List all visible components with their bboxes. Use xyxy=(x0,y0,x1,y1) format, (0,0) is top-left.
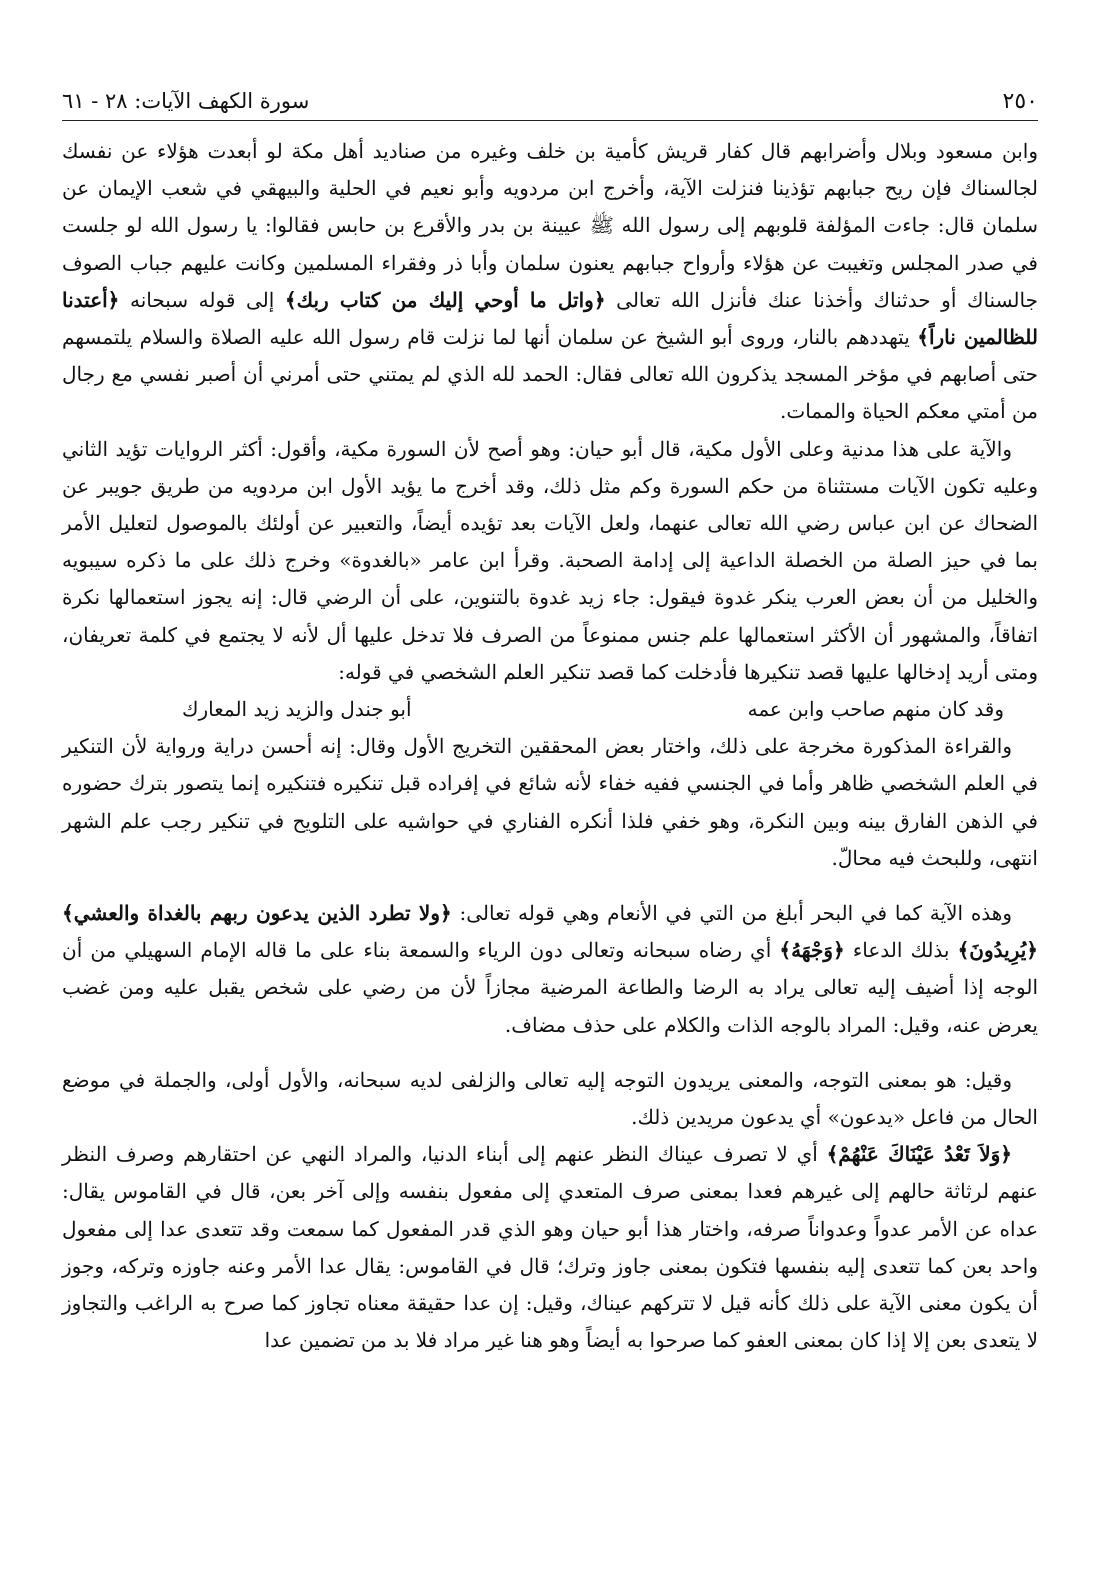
verse-first-hemistich: وقد كان منهم صاحب وابن عمه xyxy=(747,697,1004,722)
paragraph-4-end: أي رضاه سبحانه وتعالى دون الرياء والسمعة بناء على ما قاله الإمام السهيلي من أن الوجه إذا أضيف إليه تعالى يراد به الرضا والطاعة المرضية مجازاً لأن من رضي على شخص يقبل عليه ومن غضب يعرض عنه، وقيل: المراد بالوجه الذات والكلام على حذف مضاف. xyxy=(62,938,1038,1037)
verse-second-hemistich: أبو جندل والزيد زيد المعارك xyxy=(182,697,412,722)
paragraph-1-mid: إلى قوله سبحانه xyxy=(130,287,275,312)
paragraph-6-text: أي لا تصرف عيناك النظر عنهم إلى أبناء الدنيا، والمراد النهي عن احتقارهم وصرف النظر عنهم لرثاثة حالهم إلى غيرهم فعدا بمعنى صرف المتعدي إلى مفعول بنفسه وإلى آخر بعن، قال في القاموس يقال: عداه عن الأمر عدواً وعدواناً صرفه، واختار هذا أبو حيان وهو الذي قدر المفعول كما سمعت وقد تتعدى عدا إلى مفعول واحد بعن كما تتعدى إليه بنفسها فتكون بمعنى جاوز وترك؛ قال في القاموس: يقال عدا الأمر وعنه جاوزه وتركه، وجوز أن يكون معنى الآية على ذلك كأنه قيل لا تتركهم عيناك، وقيل: إن عدا حقيقة معناه تجاوز كما صرح به الراغب والتجاوز لا يتعدى بعن إلا إذا كان بمعنى العفو كما صرحوا به أيضاً وهو هنا غير مراد فلا بد من تضمين عدا xyxy=(62,1142,1038,1353)
paragraph-3 xyxy=(62,728,1038,877)
header-rule xyxy=(62,120,1038,121)
paragraph-4-start: وهذه الآية كما في البحر أبلغ من التي في الأنعام وهي قوله تعالى: xyxy=(459,901,1013,926)
paragraph-2-text: والآية على هذا مدنية وعلى الأول مكية، قال أبو حيان: وهو أصح لأن السورة مكية، وأقول: أكثر الروايات تؤيد الثاني وعليه تكون الآيات مستثناة من حكم السورة وكم مثل ذلك، وقد أخرج ما يؤيد الأول ابن مردويه من طريق جويبر عن الضحاك عن ابن عباس رضي الله تعالى عنهما، ولعل الآيات بعد تؤيده أيضاً، والتعبير عن أولئك بالموصول لتعليل الأمر بما في حيز الصلة من الخصلة الداعية إلى إدامة الصحبة. وقرأ ابن عامر «بالغدوة» وخرج ذلك على ما ذكره سيبويه والخليل من أن بعض العرب ينكر غدوة فيقول: جاء زيد غدوة بالتنوين، على أن الرضي قال: إنه يجوز استعمالها نكرة اتفاقاً، والمشهور أن الأكثر استعمالها علم جنس ممنوعاً من الصرف فلا تدخل عليها أل لأنه لا يجتمع في كلمة تعريفان، ومتى أريد إدخالها عليها قصد تنكيرها فأدخلت كما قصد تنكير العلم الشخصي في قوله: xyxy=(62,436,1038,684)
paragraph-5 xyxy=(62,1062,1038,1136)
paragraph-5-text: وقيل: هو بمعنى التوجه، والمعنى يريدون التوجه إليه تعالى والزلفى لديه سبحانه، والأول أولى، والجملة في موضع الحال من فاعل «يدعون» أي يدعون مريدين ذلك. xyxy=(62,1067,1038,1130)
running-header xyxy=(62,86,1038,118)
quran-quote: ﴿أعتدنا للظالمين ناراً﴾ xyxy=(62,287,1039,350)
page-body xyxy=(62,133,1038,1360)
quran-quote: ﴿واتل ما أوحي إليك من كتاب ربك﴾ xyxy=(284,287,606,312)
quran-quote: ﴿ولا تطرد الذين يدعون ربهم بالغداة والعشي﴾ xyxy=(62,901,452,926)
paragraph-1-text: وابن مسعود وبلال وأضرابهم قال كفار قريش كأمية بن خلف وغيره من صناديد أهل مكة لو أبعدت هؤلاء عن نفسك لجالسناك فإن ريح جبابهم تؤذينا فنزلت الآية، وأخرج ابن مردويه وأبو نعيم في الحلية والبيهقي في شعب الإيمان عن سلمان قال: جاءت المؤلفة قلوبهم إلى رسول الله ﷺ عيينة بن بدر والأقرع بن حابس فقالوا: يا رسول الله لو جلست في صدر المجلس وتغيبت عن هؤلاء وأرواح جبابهم يعنون سلمان وأبا ذر وفقراء المسلمين وكانت عليهم جباب الصوف جالسناك أو حدثناك وأخذنا عنك فأنزل الله تعالى xyxy=(62,139,1039,312)
paragraph-2 xyxy=(62,431,1038,691)
paragraph-4 xyxy=(62,895,1038,1044)
quran-quote: ﴿يُرِيدُونَ﴾ xyxy=(957,938,1039,963)
poetry-verse xyxy=(62,691,1038,728)
quran-quote: ﴿وَلاَ تَعْدُ عَيْنَاكَ عَنْهُمْ﴾ xyxy=(826,1142,1012,1167)
paragraph-6 xyxy=(62,1136,1038,1359)
page-number: ٢٥٠ xyxy=(1002,89,1038,114)
paragraph-1-end: يتهددهم بالنار، وروى أبو الشيخ عن سلمان أنها لما نزلت قام رسول الله عليه الصلاة والسلام يلتمسهم حتى أصابهم في مؤخر المسجد يذكرون الله تعالى فقال: الحمد لله الذي لم يمتني حتى أمرني أن أصبر نفسي مع رجال من أمتي معكم الحياة والممات. xyxy=(62,325,1038,424)
paragraph-4-mid: بذلك الدعاء xyxy=(852,938,950,963)
quran-quote: ﴿وَجْهَهُ﴾ xyxy=(779,938,845,963)
paragraph-3-text: والقراءة المذكورة مخرجة على ذلك، واختار بعض المحققين التخريج الأول وقال: إنه أحسن دراية ورواية لأن التنكير في العلم الشخصي ظاهر وأما في الجنسي ففيه خفاء لأنه شائع في إفراده قبل تنكيره فتنكيره إنما يتصور بترك حضوره في الذهن الفارق بينه وبين النكرة، وهو خفي فلذا أنكره الفناري في حواشيه على التلويح في تنكير رجب علم الشهر انتهى، وللبحث فيه محالّ. xyxy=(62,734,1038,870)
paragraph-1 xyxy=(62,133,1038,431)
running-title: سورة الكهف الآيات: ٢٨ - ٦١ xyxy=(62,89,310,113)
